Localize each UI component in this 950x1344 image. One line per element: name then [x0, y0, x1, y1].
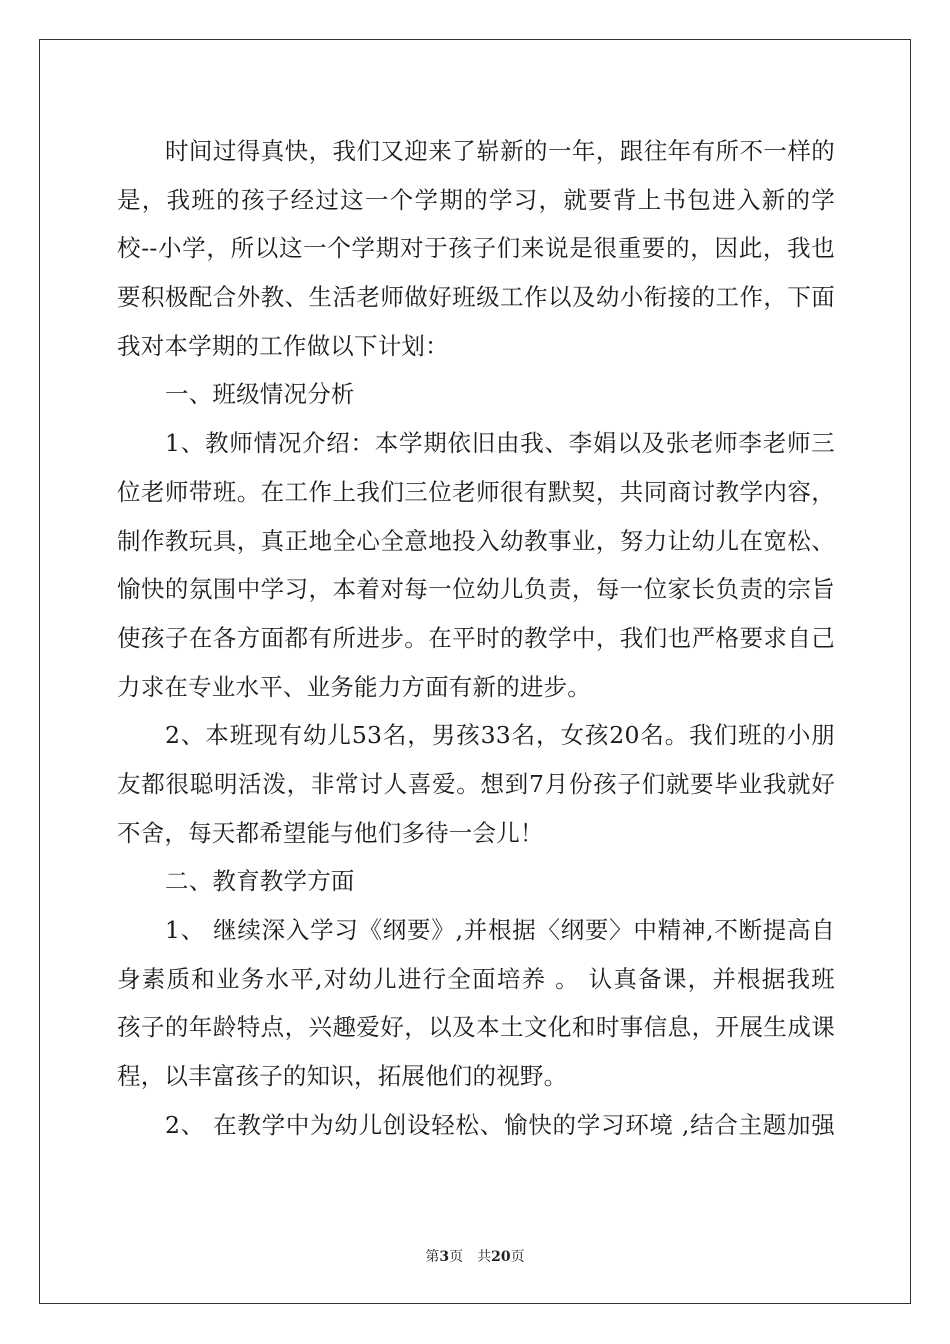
- text-line: 一、班级情况分析: [165, 380, 355, 409]
- text-line: 愉快的氛围中学习，本着对每一位幼儿负责，每一位家长负责的宗旨: [117, 575, 835, 604]
- text-line: 我对本学期的工作做以下计划：: [117, 331, 449, 360]
- text-line: 力求在专业水平、业务能力方面有新的进步。: [117, 672, 591, 701]
- text-line: 二、教育教学方面: [165, 867, 355, 896]
- page-prefix: 第: [425, 1249, 440, 1265]
- text-line: 孩子的年龄特点，兴趣爱好，以及本土文化和时事信息，开展生成课: [117, 1013, 835, 1042]
- text-line: 位老师带班。在工作上我们三位老师很有默契，共同商讨教学内容，: [117, 477, 835, 506]
- text-line: 身素质和业务水平,对幼儿进行全面培养 。 认真备课，并根据我班: [117, 964, 835, 993]
- text-line: 2、 在教学中为幼儿创设轻松、愉快的学习环境 ,结合主题加强: [165, 1110, 835, 1139]
- page-total: 20: [491, 1249, 511, 1265]
- text-line: 2、本班现有幼儿53名，男孩33名，女孩20名。我们班的小朋: [165, 721, 835, 750]
- text-line: 时间过得真快，我们又迎来了崭新的一年，跟往年有所不一样的: [165, 137, 835, 165]
- text-line: 不舍，每天都希望能与他们多待一会儿！: [117, 818, 544, 847]
- total-suffix: 页: [510, 1249, 525, 1265]
- text-line: 1、教师情况介绍：本学期依旧由我、李娟以及张老师李老师三: [165, 429, 835, 458]
- text-line: 校--小学，所以这一个学期对于孩子们来说是很重要的，因此，我也: [117, 234, 835, 263]
- page-footer: [0, 1247, 950, 1267]
- text-line: 是，我班的孩子经过这一个学期的学习，就要背上书包进入新的学: [117, 185, 835, 214]
- total-prefix: 共: [477, 1249, 492, 1265]
- text-line: 使孩子在各方面都有所进步。在平时的教学中，我们也严格要求自己: [117, 623, 835, 652]
- text-line: 要积极配合外教、生活老师做好班级工作以及幼小衔接的工作，下面: [117, 283, 835, 312]
- page-suffix: 页: [449, 1249, 464, 1265]
- text-line: 程，以丰富孩子的知识，拓展他们的视野。: [117, 1062, 568, 1091]
- document-body: [117, 127, 835, 1149]
- text-line: 友都很聪明活泼，非常讨人喜爱。想到7月份孩子们就要毕业我就好: [117, 769, 835, 798]
- page-current: 3: [439, 1249, 450, 1265]
- text-line: 制作教玩具，真正地全心全意地投入幼教事业，努力让幼儿在宽松、: [117, 526, 835, 555]
- text-line: 1、 继续深入学习《纲要》,并根据〈纲要〉中精神,不断提高自: [165, 916, 835, 944]
